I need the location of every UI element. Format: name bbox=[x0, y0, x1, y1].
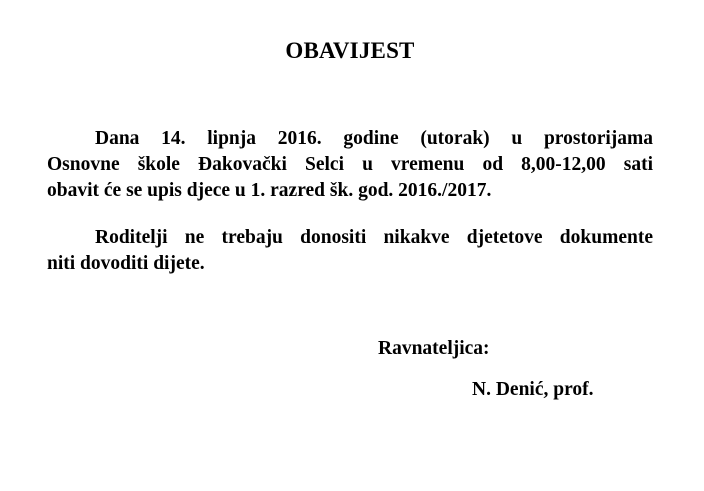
paragraph-line: Osnovne škole Đakovački Selci u vremenu od 8,00-12,00 sati bbox=[47, 154, 653, 175]
notice-title: OBAVIJEST bbox=[285, 38, 415, 63]
notice-paragraph-parents bbox=[47, 225, 653, 277]
signature-name: N. Denić, prof. bbox=[472, 379, 594, 400]
paragraph-line: Dana 14. lipnja 2016. godine (utorak) u prostorijama bbox=[95, 128, 653, 149]
paragraph-line: niti dovoditi dijete. bbox=[47, 253, 205, 274]
signature-label: Ravnateljica: bbox=[378, 338, 490, 359]
paragraph-line: Roditelji ne trebaju donositi nikakve djetetove dokumente bbox=[95, 227, 653, 248]
notice-paragraph-enrollment bbox=[47, 126, 653, 204]
paragraph-line: obavit će se upis djece u 1. razred šk. god. 2016./2017. bbox=[47, 180, 492, 201]
